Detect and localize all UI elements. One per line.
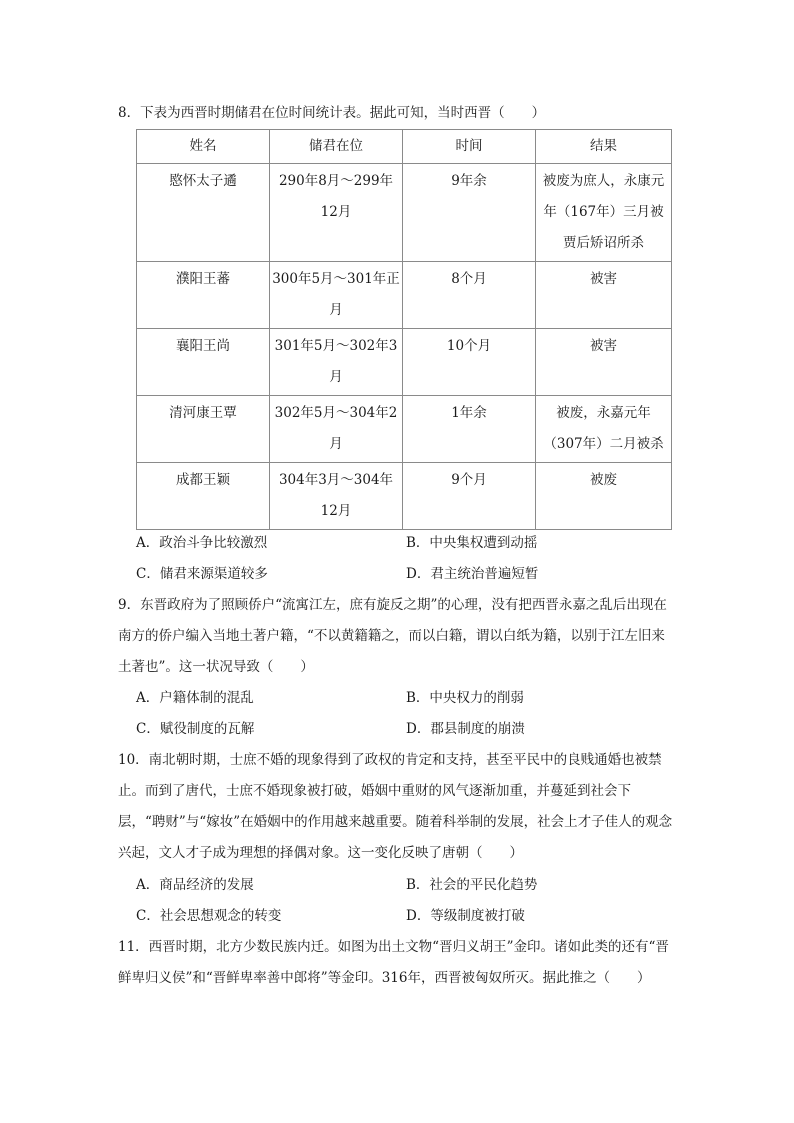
cell-name: 愍怀太子遹 bbox=[137, 164, 270, 262]
table-row bbox=[137, 396, 672, 463]
reign-table bbox=[136, 129, 672, 530]
q9-options bbox=[136, 683, 676, 745]
q10-options bbox=[136, 870, 676, 932]
table-header-row bbox=[137, 130, 672, 164]
q8-option-c[interactable]: C．储君来源渠道较多 bbox=[136, 566, 268, 582]
q10-option-c[interactable]: C．社会思想观念的转变 bbox=[136, 908, 282, 924]
cell-result: 被害 bbox=[536, 262, 672, 329]
q9-option-a[interactable]: A．户籍体制的混乱 bbox=[136, 690, 254, 706]
cell-time: 8个月 bbox=[403, 262, 536, 329]
q8-options bbox=[136, 528, 676, 590]
header-reign: 储君在位 bbox=[270, 130, 403, 164]
q11-stem: 11．西晋时期，北方少数民族内迁。如图为出土文物“晋归义胡王”金印。诸如此类的还有“晋鲜卑归义侯”和“晋鲜卑率善中郎将”等金印。316年，西晋被匈奴所灭。据此推之（ ） bbox=[118, 939, 669, 986]
cell-result: 被废 bbox=[536, 463, 672, 530]
header-result: 结果 bbox=[536, 130, 672, 164]
header-name: 姓名 bbox=[137, 130, 270, 164]
cell-name: 成都王颖 bbox=[137, 463, 270, 530]
cell-name: 清河康王覃 bbox=[137, 396, 270, 463]
q9-option-b[interactable]: B．中央权力的削弱 bbox=[406, 690, 524, 706]
cell-name: 濮阳王蕃 bbox=[137, 262, 270, 329]
q10-option-d[interactable]: D．等级制度被打破 bbox=[406, 908, 525, 924]
q8-stem: 8．下表为西晋时期储君在位时间统计表。据此可知，当时西晋（ ） bbox=[118, 105, 546, 121]
cell-result: 被害 bbox=[536, 329, 672, 396]
q10-option-a[interactable]: A．商品经济的发展 bbox=[136, 877, 254, 893]
cell-time: 10个月 bbox=[403, 329, 536, 396]
q10-stem: 10．南北朝时期，士庶不婚的现象得到了政权的肯定和支持，甚至平民中的良贱通婚也被禁止。而到了唐代，士庶不婚现象被打破，婚姻中重财的风气逐渐加重，并蔓延到社会下层，“聘财”与“嫁妆”在婚姻中的作用越来越重要。随着科举制的发展，社会上才子佳人的观念兴起，文人才子成为理想的择偶对象。这一变化反映了唐朝（ ） bbox=[118, 752, 673, 861]
header-time: 时间 bbox=[403, 130, 536, 164]
cell-reign: 300年5月～301年正月 bbox=[270, 262, 403, 329]
cell-reign: 301年5月～302年3月 bbox=[270, 329, 403, 396]
cell-reign: 290年8月～299年12月 bbox=[270, 164, 403, 262]
cell-reign: 302年5月～304年2月 bbox=[270, 396, 403, 463]
q8-option-a[interactable]: A．政治斗争比较激烈 bbox=[136, 535, 268, 551]
table-row bbox=[137, 164, 672, 262]
table-row bbox=[137, 262, 672, 329]
q10-option-b[interactable]: B．社会的平民化趋势 bbox=[406, 877, 538, 893]
cell-result: 被废为庶人，永康元年（167年）三月被贾后矫诏所杀 bbox=[536, 164, 672, 262]
cell-result: 被废，永嘉元年（307年）二月被杀 bbox=[536, 396, 672, 463]
q8-option-d[interactable]: D．君主统治普遍短暂 bbox=[406, 566, 539, 582]
q8-option-b[interactable]: B．中央集权遭到动摇 bbox=[406, 535, 538, 551]
q9-option-c[interactable]: C．赋役制度的瓦解 bbox=[136, 721, 255, 737]
table-row bbox=[137, 463, 672, 530]
cell-time: 9个月 bbox=[403, 463, 536, 530]
cell-reign: 304年3月～304年12月 bbox=[270, 463, 403, 530]
cell-name: 襄阳王尚 bbox=[137, 329, 270, 396]
table-row bbox=[137, 329, 672, 396]
cell-time: 1年余 bbox=[403, 396, 536, 463]
q9-stem: 9．东晋政府为了照顾侨户“流寓江左，庶有旋反之期”的心理，没有把西晋永嘉之乱后出现在南方的侨户编入当地土著户籍，“不以黄籍籍之，而以白籍，谓以白纸为籍，以别于江左旧来土著也”。这一状况导致（ ） bbox=[118, 597, 667, 675]
q9-option-d[interactable]: D．郡县制度的崩溃 bbox=[406, 721, 525, 737]
cell-time: 9年余 bbox=[403, 164, 536, 262]
